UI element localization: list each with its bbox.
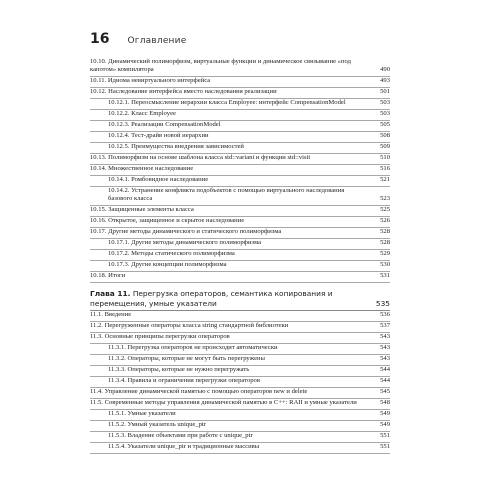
- toc-entry-page: 509: [380, 143, 390, 150]
- toc-entry: [90, 154, 390, 165]
- toc-entry-page: 530: [380, 261, 390, 268]
- toc-entry: [90, 311, 390, 322]
- toc-entry-title: 10.18. Итоги: [90, 272, 126, 279]
- toc-chapter-heading: [90, 289, 390, 311]
- toc-entry: [90, 88, 390, 99]
- toc-entry-page: 525: [380, 206, 390, 213]
- toc-section-chapter-10: [90, 58, 390, 283]
- toc-entry-title: 11.5.1. Умные указатели: [108, 410, 176, 417]
- toc-entry-title: 10.14. Множественное наследование: [90, 165, 194, 172]
- toc-entry-page: 505: [380, 121, 390, 128]
- toc-entry-page: 528: [380, 239, 390, 246]
- toc-entry: [90, 261, 390, 272]
- toc-entry: [90, 176, 390, 187]
- toc-entry: [90, 121, 390, 132]
- toc-entry-page: 548: [380, 399, 390, 406]
- page-number: 16: [90, 31, 110, 47]
- toc-entry-title: 11.1. Введение: [90, 311, 132, 318]
- toc-entry: [90, 250, 390, 261]
- toc-entry-page: 501: [380, 88, 390, 95]
- toc-entry-title: 11.2. Перегруженные операторы класса string стандартной библиотеки: [90, 322, 289, 329]
- toc-entry-title: 10.17.3. Другие концепции полиморфизма: [108, 261, 227, 268]
- toc-entry: [90, 344, 390, 355]
- toc-entry-title: 11.5.2. Умный указатель unique_ptr: [108, 421, 206, 428]
- toc-entry-page: 549: [380, 410, 390, 417]
- toc-entry-page: 493: [380, 77, 390, 84]
- toc-entry-title: 10.11. Идиома невиртуального интерфейса: [90, 77, 211, 84]
- toc-entry-title: 11.5. Современные методы управления динамической памятью в C++: RAII и умные указатели: [90, 399, 357, 406]
- toc-entry-title: 10.12.5. Преимущества внедрения зависимостей: [108, 143, 244, 150]
- toc-entry: [90, 187, 390, 206]
- toc-entry-title: 10.12.2. Класс Employee: [108, 110, 176, 117]
- toc-entry-title: 11.4. Управление динамической памятью с помощью операторов new и delete: [90, 388, 308, 395]
- toc-entry: [90, 443, 390, 454]
- toc-entry-title: 10.15. Защищенные элементы класса: [90, 206, 194, 213]
- toc-entry: [90, 333, 390, 344]
- toc-entry-title: 11.5.4. Указатели unique_ptr и традиционные массивы: [108, 443, 260, 450]
- toc-entry-title: 10.17. Другие методы динамического и статического полиморфизма: [90, 228, 282, 235]
- toc-entry: [90, 272, 390, 283]
- toc-entry-page: 537: [380, 322, 390, 329]
- toc-entry-title: 10.17.1. Другие методы динамического полиморфизма: [108, 239, 262, 246]
- toc-entry: [90, 421, 390, 432]
- toc-entry: [90, 366, 390, 377]
- toc-entry-title: 11.3.1. Перегрузка операторов не происходит автоматически: [108, 344, 278, 351]
- table-of-contents: [90, 58, 390, 454]
- toc-entry: [90, 206, 390, 217]
- toc-entry-page: 545: [380, 388, 390, 395]
- toc-entry: [90, 110, 390, 121]
- toc-entry-page: 551: [380, 432, 390, 439]
- toc-entry: [90, 399, 390, 410]
- toc-entry-page: 510: [380, 154, 390, 161]
- toc-entry-title: 10.12.3. Реализации CompensationModel: [108, 121, 221, 128]
- chapter-label: Глава 11.: [90, 289, 131, 298]
- toc-entry-title: 10.14.1. Ромбовидное наследование: [108, 176, 209, 183]
- toc-entry-page: 523: [380, 195, 390, 202]
- toc-entry: [90, 228, 390, 239]
- toc-entry-page: 490: [380, 66, 390, 73]
- toc-entry-title: 11.5.3. Владение объектами при работе с unique_ptr: [108, 432, 253, 439]
- toc-entry-title: 10.12. Наследование интерфейса вместо наследования реализации: [90, 88, 277, 95]
- toc-entry: [90, 143, 390, 154]
- toc-entry: [90, 410, 390, 421]
- toc-entry-page: 536: [380, 311, 390, 318]
- toc-entry-page: 529: [380, 250, 390, 257]
- toc-entry-page: 531: [380, 272, 390, 279]
- toc-entry-title: 10.12.1. Переосмысление иерархии класса Employee: интерфейс CompensationModel: [108, 99, 346, 106]
- chapter-page: 535: [375, 298, 390, 308]
- toc-section-chapter-11: [90, 311, 390, 454]
- toc-entry: [90, 322, 390, 333]
- toc-entry-page: 544: [380, 377, 390, 384]
- toc-entry-title: 10.12.4. Тест-драйв новой иерархии: [108, 132, 209, 139]
- toc-entry-page: 544: [380, 366, 390, 373]
- toc-entry-title: 10.13. Полиморфизм на основе шаблона класса std::variant и функции std::visit: [90, 154, 311, 161]
- toc-entry-page: 503: [380, 110, 390, 117]
- chapter-title: Перегрузка операторов, семантика копирования и перемещения, умные указатели: [90, 289, 333, 308]
- toc-entry-title: 11.3.4. Правила и ограничения перегрузки операторов: [108, 377, 260, 384]
- toc-entry-page: 543: [380, 355, 390, 362]
- toc-entry-title: 11.3. Основные принципы перегрузки операторов: [90, 333, 230, 340]
- toc-entry: [90, 77, 390, 88]
- toc-entry: [90, 355, 390, 366]
- running-title: Оглавление: [127, 36, 187, 46]
- toc-entry-page: 551: [380, 443, 390, 450]
- toc-entry-title: 10.10. Динамический полиморфизм, виртуальные функции и динамическое связывание «под капотом» компилятора: [90, 58, 351, 73]
- toc-entry-page: 526: [380, 217, 390, 224]
- toc-entry: [90, 432, 390, 443]
- toc-entry-title: 10.16. Открытое, защищенное и скрытое наследование: [90, 217, 245, 224]
- toc-entry: [90, 132, 390, 143]
- toc-entry: [90, 388, 390, 399]
- toc-entry: [90, 99, 390, 110]
- toc-entry-title: 10.17.2. Методы статического полиморфизма: [108, 250, 235, 257]
- toc-entry: [90, 58, 390, 77]
- toc-entry-page: 521: [380, 176, 390, 183]
- toc-entry: [90, 377, 390, 388]
- toc-entry-page: 503: [380, 99, 390, 106]
- toc-entry-title: 10.14.2. Устранение конфликта подобъектов с помощью виртуального наследования базового класса: [108, 187, 345, 202]
- toc-entry: [90, 165, 390, 176]
- toc-entry-page: 543: [380, 344, 390, 351]
- toc-entry-page: 528: [380, 228, 390, 235]
- page-header: [90, 31, 186, 47]
- toc-entry-title: 11.3.3. Операторы, которые не нужно перегружать: [108, 366, 250, 373]
- toc-entry: [90, 217, 390, 228]
- toc-entry-page: 516: [380, 165, 390, 172]
- toc-entry: [90, 239, 390, 250]
- toc-entry-title: 11.3.2. Операторы, которые не могут быть перегружены: [108, 355, 265, 362]
- toc-entry-page: 508: [380, 132, 390, 139]
- toc-entry-page: 549: [380, 421, 390, 428]
- toc-entry-page: 543: [380, 333, 390, 340]
